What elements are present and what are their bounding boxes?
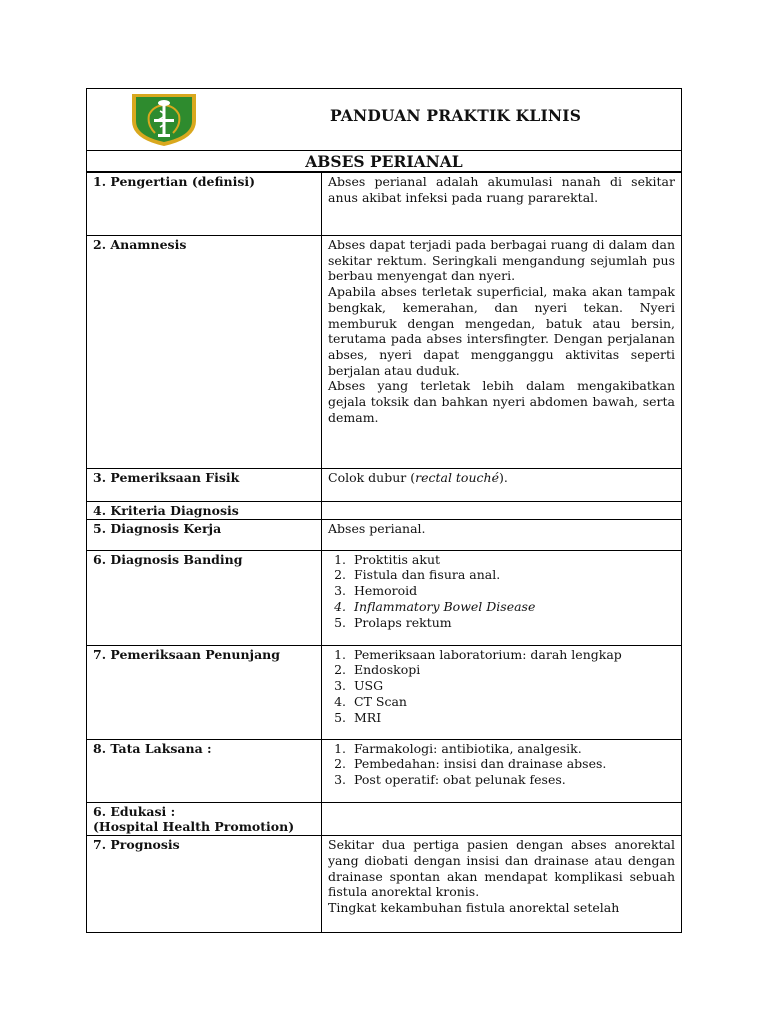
differential-list bbox=[328, 552, 675, 631]
row-value bbox=[322, 645, 682, 739]
paragraph: Sekitar dua pertiga pasien dengan abses anorektal yang diobati dengan insisi dan drainase atau dengan drainase spontan akan mendapat komplikasi sebuah fistula anorektal kronis. bbox=[328, 837, 675, 900]
table-row bbox=[87, 645, 682, 739]
italic-text: rectal touché bbox=[415, 470, 499, 485]
row-value bbox=[322, 802, 682, 835]
list-item: 5. Prolaps rektum bbox=[350, 615, 675, 631]
document-title: PANDUAN PRAKTIK KLINIS bbox=[330, 106, 582, 125]
table-row bbox=[87, 519, 682, 550]
label-line: 6. Edukasi : bbox=[93, 803, 176, 819]
list-item: 2. Fistula dan fisura anal. bbox=[350, 567, 675, 583]
row-label: 2. Anamnesis bbox=[87, 236, 322, 469]
document-header bbox=[86, 88, 682, 151]
row-label: 3. Pemeriksaan Fisik bbox=[87, 469, 322, 502]
row-value: Abses perianal. bbox=[322, 519, 682, 550]
list-item: 3. Hemoroid bbox=[350, 583, 675, 599]
table-row bbox=[87, 469, 682, 502]
hospital-emblem-icon bbox=[127, 91, 201, 147]
list-item: 4. Inflammatory Bowel Disease bbox=[350, 599, 675, 615]
prognosis-text bbox=[328, 837, 675, 932]
list-item: 2. Endoskopi bbox=[350, 662, 675, 678]
text: Colok dubur ( bbox=[328, 470, 416, 485]
table-row bbox=[87, 739, 682, 802]
row-label: 1. Pengertian (definisi) bbox=[87, 173, 322, 236]
guideline-table bbox=[86, 172, 682, 933]
row-value bbox=[322, 236, 682, 469]
paragraph: Apabila abses terletak superficial, maka akan tampak bengkak, kemerahan, dan nyeri tekan. Nyeri memburuk dengan mengedan, batuk atau bersin, terutama pada abses intersfingter. Dengan perjalanan abses, nyeri dapat mengganggu aktivitas seperti berjalan atau duduk. bbox=[328, 284, 675, 378]
list-item: 3. Post operatif: obat pelunak feses. bbox=[350, 772, 675, 788]
list-item: 1. Pemeriksaan laboratorium: darah lengkap bbox=[350, 647, 675, 663]
text: ). bbox=[498, 470, 508, 485]
table-row bbox=[87, 550, 682, 645]
section-title: ABSES PERIANAL bbox=[86, 151, 682, 172]
row-label: 5. Diagnosis Kerja bbox=[87, 519, 322, 550]
row-value bbox=[322, 739, 682, 802]
list-item: 1. Farmakologi: antibiotika, analgesik. bbox=[350, 741, 675, 757]
paragraph: Tingkat kekambuhan fistula anorektal setelah bbox=[328, 899, 620, 915]
table-row bbox=[87, 802, 682, 835]
row-value bbox=[322, 502, 682, 520]
list-item: 5. MRI bbox=[350, 710, 675, 726]
row-value: Abses perianal adalah akumulasi nanah di sekitar anus akibat infeksi pada ruang pararektal. bbox=[322, 173, 682, 236]
table-row bbox=[87, 836, 682, 933]
paragraph: Abses dapat terjadi pada berbagai ruang di dalam dan sekitar rektum. Seringkali mengandung sejumlah pus berbau menyengat dan nyeri. bbox=[328, 237, 675, 284]
row-label: 4. Kriteria Diagnosis bbox=[87, 502, 322, 520]
row-label bbox=[87, 802, 322, 835]
list-item: 4. CT Scan bbox=[350, 694, 675, 710]
list-item: 3. USG bbox=[350, 678, 675, 694]
row-label: 6. Diagnosis Banding bbox=[87, 550, 322, 645]
clinical-guideline-document bbox=[86, 88, 682, 933]
list-item: 2. Pembedahan: insisi dan drainase abses. bbox=[350, 756, 675, 772]
row-value bbox=[322, 469, 682, 502]
table-row bbox=[87, 236, 682, 469]
row-label: 8. Tata Laksana : bbox=[87, 739, 322, 802]
supporting-exam-list bbox=[328, 647, 675, 726]
management-list bbox=[328, 741, 675, 788]
row-value bbox=[322, 836, 682, 933]
table-row bbox=[87, 502, 682, 520]
list-item: 1. Proktitis akut bbox=[350, 552, 675, 568]
label-line: (Hospital Health Promotion) bbox=[93, 819, 295, 835]
paragraph: Abses yang terletak lebih dalam mengakibatkan gejala toksik dan bahkan nyeri abdomen bawah, serta demam. bbox=[328, 378, 675, 425]
row-label: 7. Prognosis bbox=[87, 836, 322, 933]
row-label: 7. Pemeriksaan Penunjang bbox=[87, 645, 322, 739]
row-value bbox=[322, 550, 682, 645]
table-row bbox=[87, 173, 682, 236]
